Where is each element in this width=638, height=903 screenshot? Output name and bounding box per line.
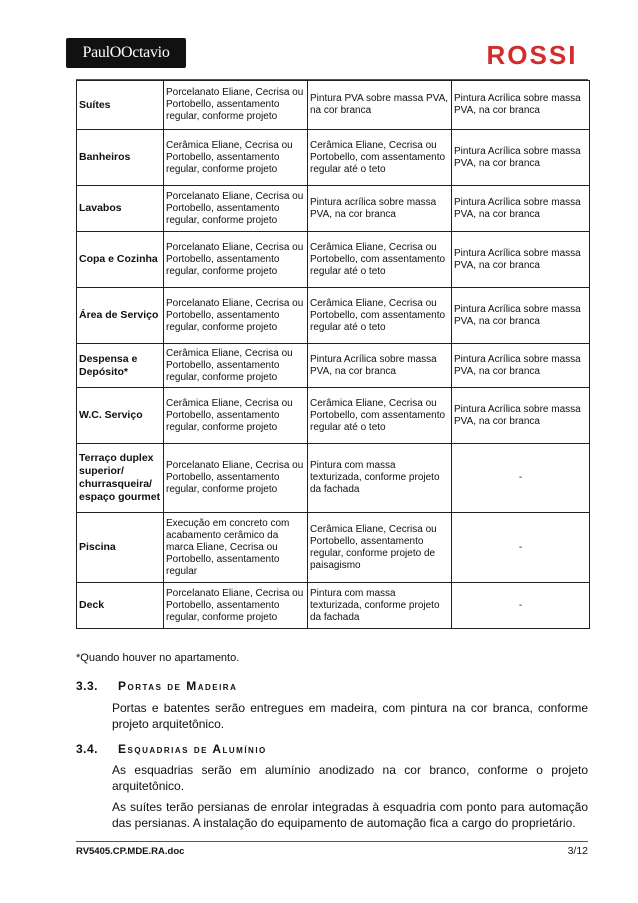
footer-divider [76,841,588,842]
floor-cell: Cerâmica Eliane, Cecrisa ou Portobello, assentamento regular, conforme projeto [164,130,308,186]
ceiling-cell: Pintura Acrílica sobre massa PVA, na cor branca [452,130,590,186]
floor-cell: Cerâmica Eliane, Cecrisa ou Portobello, assentamento regular, conforme projeto [164,344,308,388]
wall-cell: Cerâmica Eliane, Cecrisa ou Portobello, com assentamento regular até o teto [308,288,452,344]
page-header [0,0,638,80]
wall-cell: Pintura acrílica sobre massa PVA, na cor branca [308,186,452,232]
ceiling-cell: - [452,444,590,513]
room-name-cell: Área de Serviço [77,288,164,344]
ceiling-cell: Pintura Acrílica sobre massa PVA, na cor branca [452,81,590,130]
room-name-cell: Piscina [77,513,164,583]
wall-cell: Cerâmica Eliane, Cecrisa ou Portobello, com assentamento regular até o teto [308,388,452,444]
table-row [77,344,590,388]
room-name-cell: Suítes [77,81,164,130]
room-name-cell: Banheiros [77,130,164,186]
wall-cell: Cerâmica Eliane, Cecrisa ou Portobello, com assentamento regular até o teto [308,232,452,288]
table-row [77,81,590,130]
floor-cell: Porcelanato Eliane, Cecrisa ou Portobello, assentamento regular, conforme projeto [164,81,308,130]
table-row [77,186,590,232]
room-name-cell: Terraço duplex superior/ churrasqueira/ espaço gourmet [77,444,164,513]
section-title: Portas de Madeira [118,679,238,693]
floor-cell: Porcelanato Eliane, Cecrisa ou Portobello, assentamento regular, conforme projeto [164,583,308,629]
finishes-table [76,80,590,629]
rossi-logo: ROSSI [486,39,578,70]
ceiling-cell: Pintura Acrílica sobre massa PVA, na cor branca [452,344,590,388]
section-number: 3.4. [76,742,99,756]
table-row [77,288,590,344]
floor-cell: Porcelanato Eliane, Cecrisa ou Portobello, assentamento regular, conforme projeto [164,186,308,232]
page-number: 3/12 [567,845,588,857]
room-name-cell: Despensa e Depósito* [77,344,164,388]
section-heading [76,742,267,756]
wall-cell: Pintura com massa texturizada, conforme projeto da fachada [308,444,452,513]
section-paragraph: As suítes terão persianas de enrolar integradas à esquadria com ponto para automação das persianas. A instalação do equipamento de automação fica a cargo do proprietário. [112,800,588,830]
ceiling-cell: - [452,513,590,583]
wall-cell: Pintura com massa texturizada, conforme projeto da fachada [308,583,452,629]
section-heading [76,679,237,693]
table-row [77,388,590,444]
section-paragraph: As esquadrias serão em alumínio anodizado na cor branco, conforme o projeto arquitetônico. [112,763,588,793]
wall-cell: Pintura Acrílica sobre massa PVA, na cor branca [308,344,452,388]
paulo-octavio-logo: PaulOOctavio [66,38,186,68]
ceiling-cell: - [452,583,590,629]
room-name-cell: Lavabos [77,186,164,232]
document-filename: RV5405.CP.MDE.RA.doc [76,846,185,857]
ceiling-cell: Pintura Acrílica sobre massa PVA, na cor branca [452,388,590,444]
table-footnote: *Quando houver no apartamento. [76,652,240,664]
wall-cell: Cerâmica Eliane, Cecrisa ou Portobello, com assentamento regular até o teto [308,130,452,186]
wall-cell: Cerâmica Eliane, Cecrisa ou Portobello, assentamento regular, conforme projeto de paisagismo [308,513,452,583]
table-row [77,444,590,513]
floor-cell: Cerâmica Eliane, Cecrisa ou Portobello, assentamento regular, conforme projeto [164,388,308,444]
table-row [77,232,590,288]
floor-cell: Porcelanato Eliane, Cecrisa ou Portobello, assentamento regular, conforme projeto [164,444,308,513]
floor-cell: Porcelanato Eliane, Cecrisa ou Portobello, assentamento regular, conforme projeto [164,288,308,344]
floor-cell: Execução em concreto com acabamento cerâmico da marca Eliane, Cecrisa ou Portobello, assentamento regular [164,513,308,583]
section-paragraph: Portas e batentes serão entregues em madeira, com pintura na cor branca, conforme projeto arquitetônico. [112,701,588,731]
ceiling-cell: Pintura Acrílica sobre massa PVA, na cor branca [452,186,590,232]
table-row [77,583,590,629]
wall-cell: Pintura PVA sobre massa PVA, na cor branca [308,81,452,130]
section-number: 3.3. [76,679,99,693]
room-name-cell: Deck [77,583,164,629]
floor-cell: Porcelanato Eliane, Cecrisa ou Portobello, assentamento regular, conforme projeto [164,232,308,288]
section-title: Esquadrias de Alumínio [118,742,267,756]
room-name-cell: Copa e Cozinha [77,232,164,288]
ceiling-cell: Pintura Acrílica sobre massa PVA, na cor branca [452,232,590,288]
ceiling-cell: Pintura Acrílica sobre massa PVA, na cor branca [452,288,590,344]
table-row [77,513,590,583]
room-name-cell: W.C. Serviço [77,388,164,444]
table-row [77,130,590,186]
